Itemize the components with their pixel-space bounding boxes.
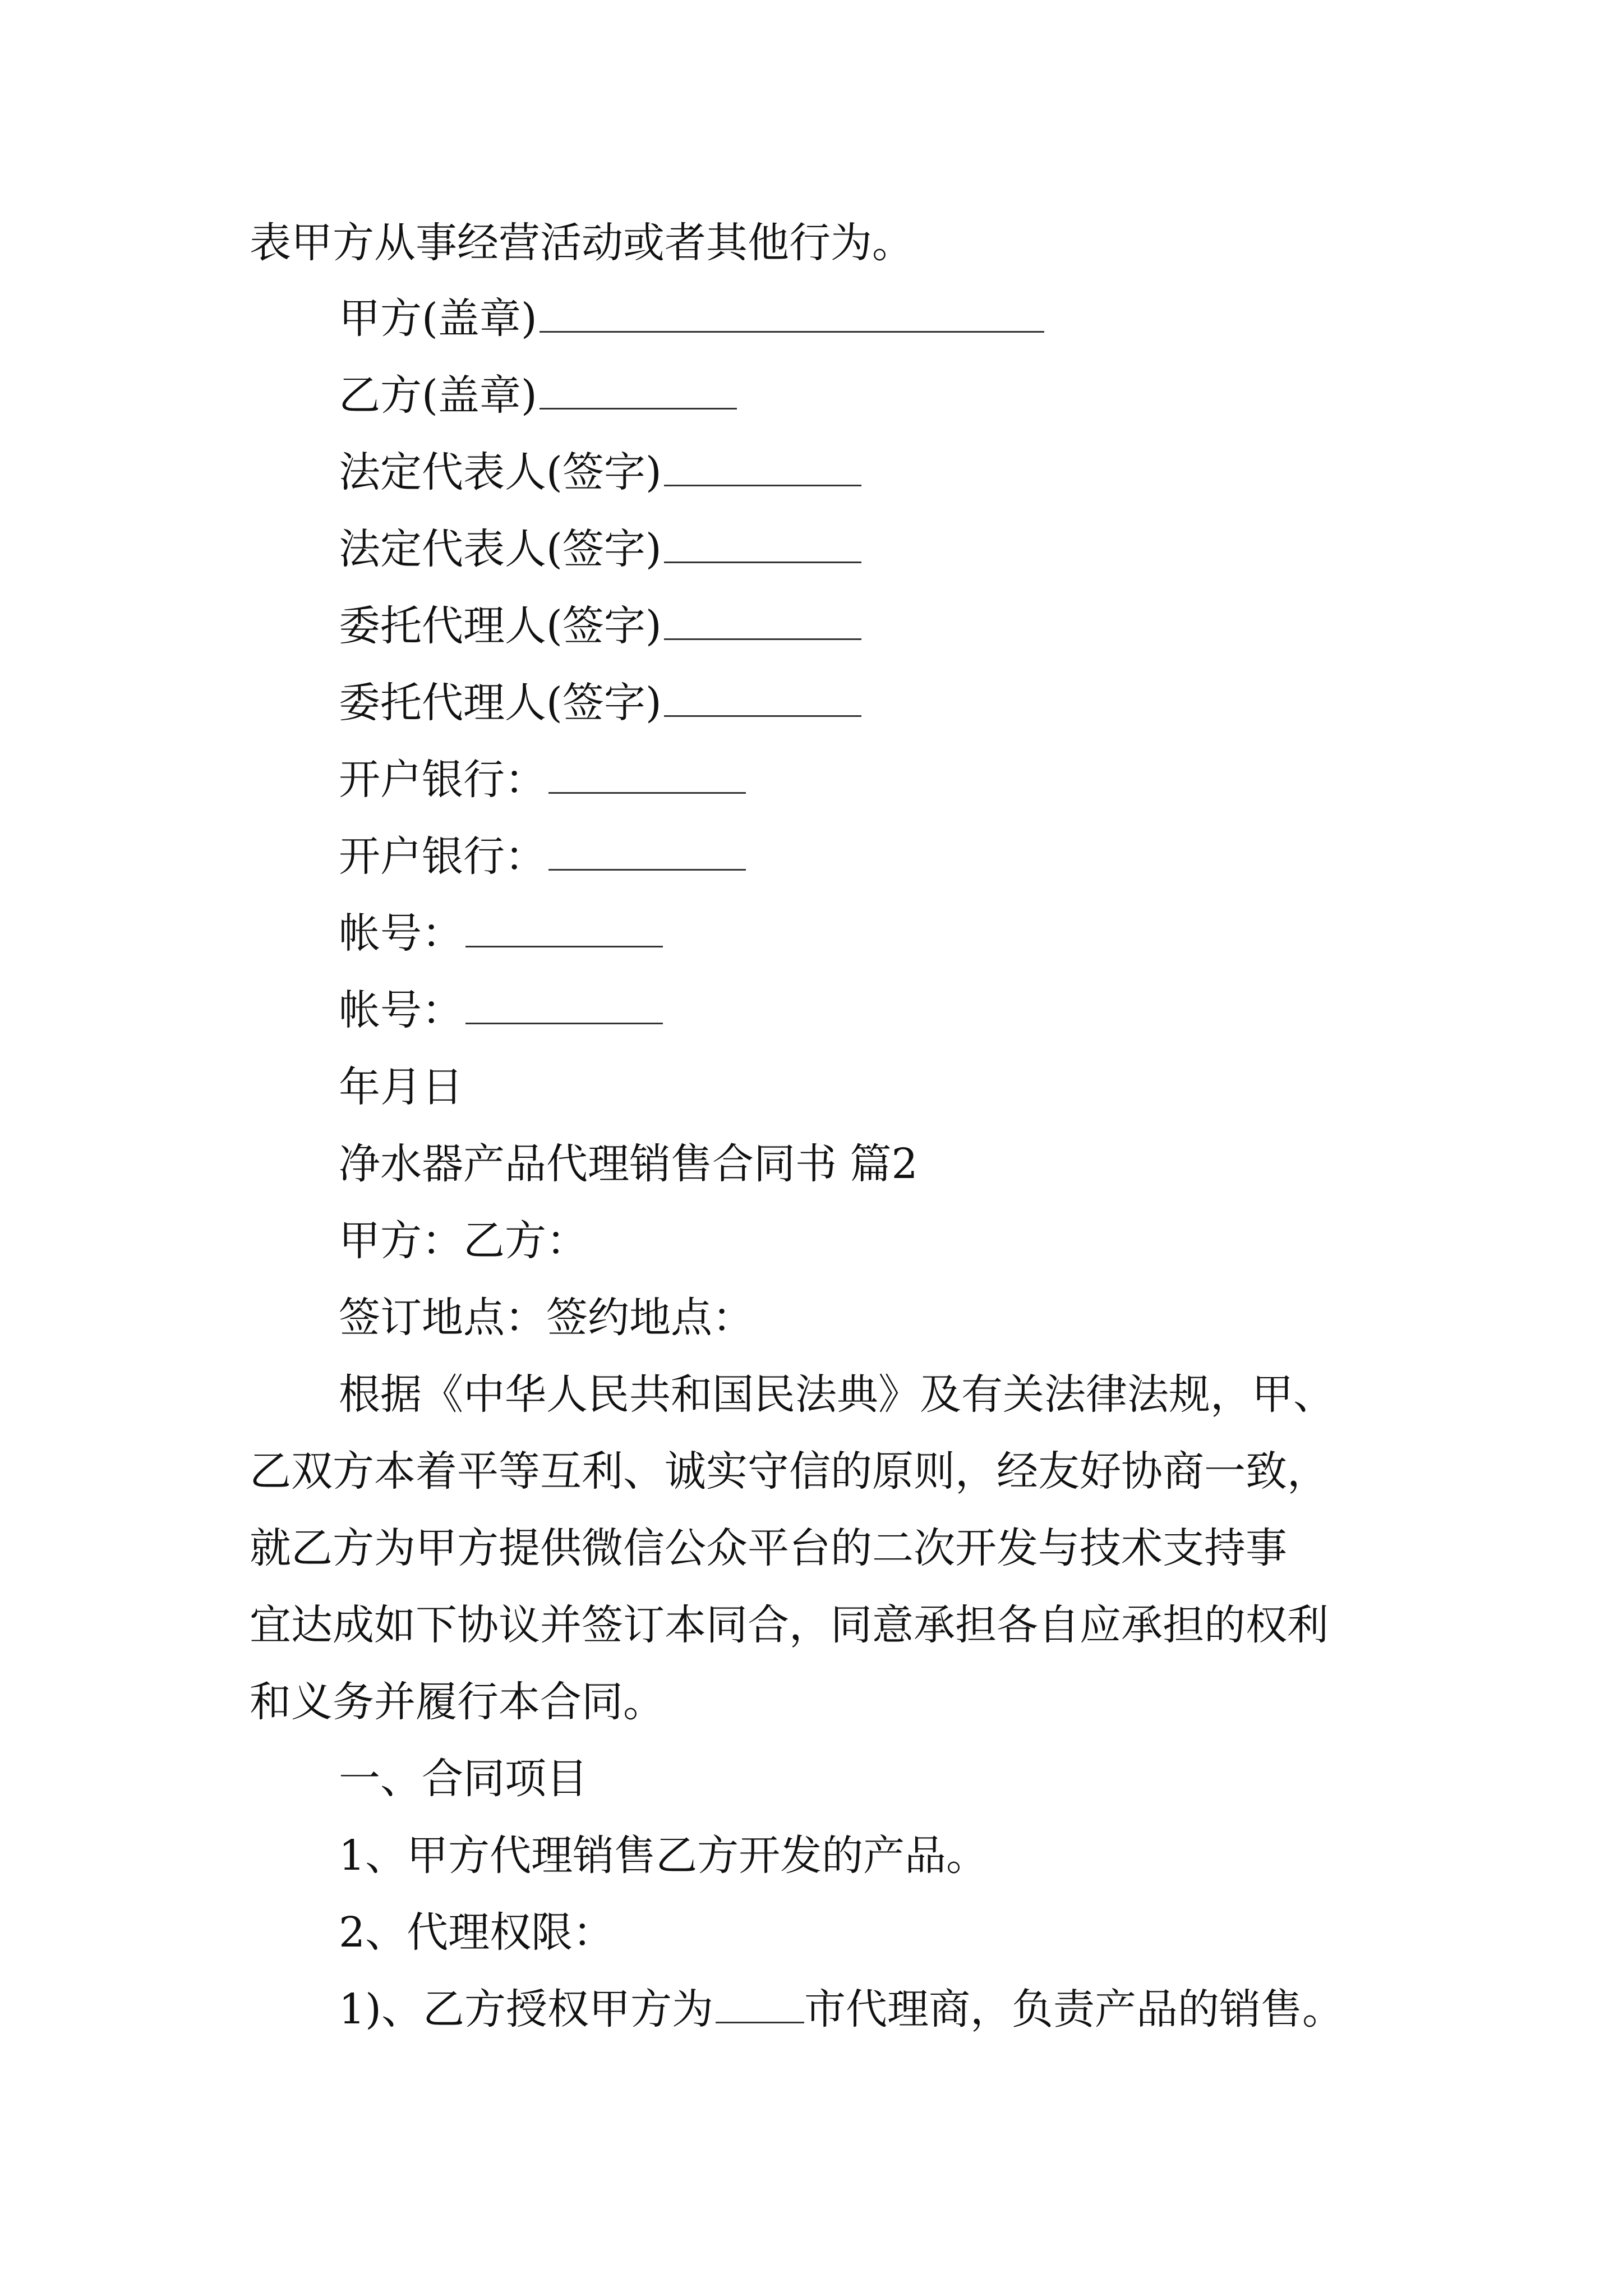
preamble-line: 和义务并履行本合同。	[250, 1678, 665, 1726]
signature-blank[interactable]	[664, 637, 861, 640]
parties-line: 甲方：乙方：	[339, 1217, 588, 1265]
signature-blank[interactable]	[664, 560, 861, 563]
signature-line-agent-b	[339, 675, 861, 731]
clause-subitem-prefix: 1)、乙方授权甲方为	[339, 1985, 713, 2033]
account-blank[interactable]	[465, 945, 663, 947]
signature-label: 委托代理人(签字)	[339, 679, 662, 727]
signature-line-legal-rep-b	[339, 521, 861, 577]
signing-place-line: 签订地点：签约地点：	[339, 1294, 754, 1342]
signature-line-party-a-seal	[339, 291, 1044, 347]
account-line-a	[339, 905, 663, 961]
preamble-line: 宜达成如下协议并签订本同合，同意承担各自应承担的权利	[250, 1601, 1329, 1649]
clause-heading: 一、合同项目	[339, 1755, 588, 1803]
intro-tail-line: 表甲方从事经营活动或者其他行为。	[250, 219, 914, 267]
preamble-line: 乙双方本着平等互利、诚实守信的原则，经友好协商一致，	[250, 1447, 1329, 1496]
bank-label: 开户银行：	[339, 756, 546, 804]
signature-blank[interactable]	[540, 330, 1044, 333]
signature-label: 法定代表人(签字)	[339, 448, 662, 496]
signature-label: 甲方(盖章)	[339, 295, 537, 343]
section-title: 净水器产品代理销售合同书 篇2	[339, 1140, 918, 1188]
date-line: 年月日	[339, 1063, 463, 1111]
clause-item: 2、代理权限：	[339, 1908, 615, 1957]
clause-subitem	[339, 1981, 1344, 2037]
account-label: 帐号：	[339, 909, 463, 958]
signature-label: 委托代理人(签字)	[339, 602, 662, 650]
signature-line-agent-a	[339, 598, 861, 654]
signature-line-party-b-seal	[339, 367, 737, 424]
signature-line-legal-rep-a	[339, 444, 861, 500]
clause-item: 1、甲方代理销售乙方开发的产品。	[339, 1832, 988, 1880]
account-blank[interactable]	[465, 1022, 663, 1024]
bank-blank[interactable]	[548, 791, 746, 794]
bank-line-b	[339, 829, 746, 885]
signature-blank[interactable]	[540, 407, 737, 409]
account-line-b	[339, 982, 663, 1038]
bank-blank[interactable]	[548, 868, 746, 871]
signature-blank[interactable]	[664, 484, 861, 486]
account-label: 帐号：	[339, 986, 463, 1034]
preamble-line: 根据《中华人民共和国民法典》及有关法律法规，甲、	[339, 1370, 1335, 1419]
signature-blank[interactable]	[664, 714, 861, 717]
signature-label: 法定代表人(签字)	[339, 525, 662, 573]
signature-label: 乙方(盖章)	[339, 371, 537, 420]
bank-line-a	[339, 752, 746, 808]
bank-label: 开户银行：	[339, 832, 546, 881]
clause-subitem-suffix: 市代理商，负责产品的销售。	[804, 1985, 1344, 2033]
preamble-line: 就乙方为甲方提供微信公众平台的二次开发与技术支持事	[250, 1524, 1287, 1572]
city-blank[interactable]	[716, 2021, 804, 2023]
